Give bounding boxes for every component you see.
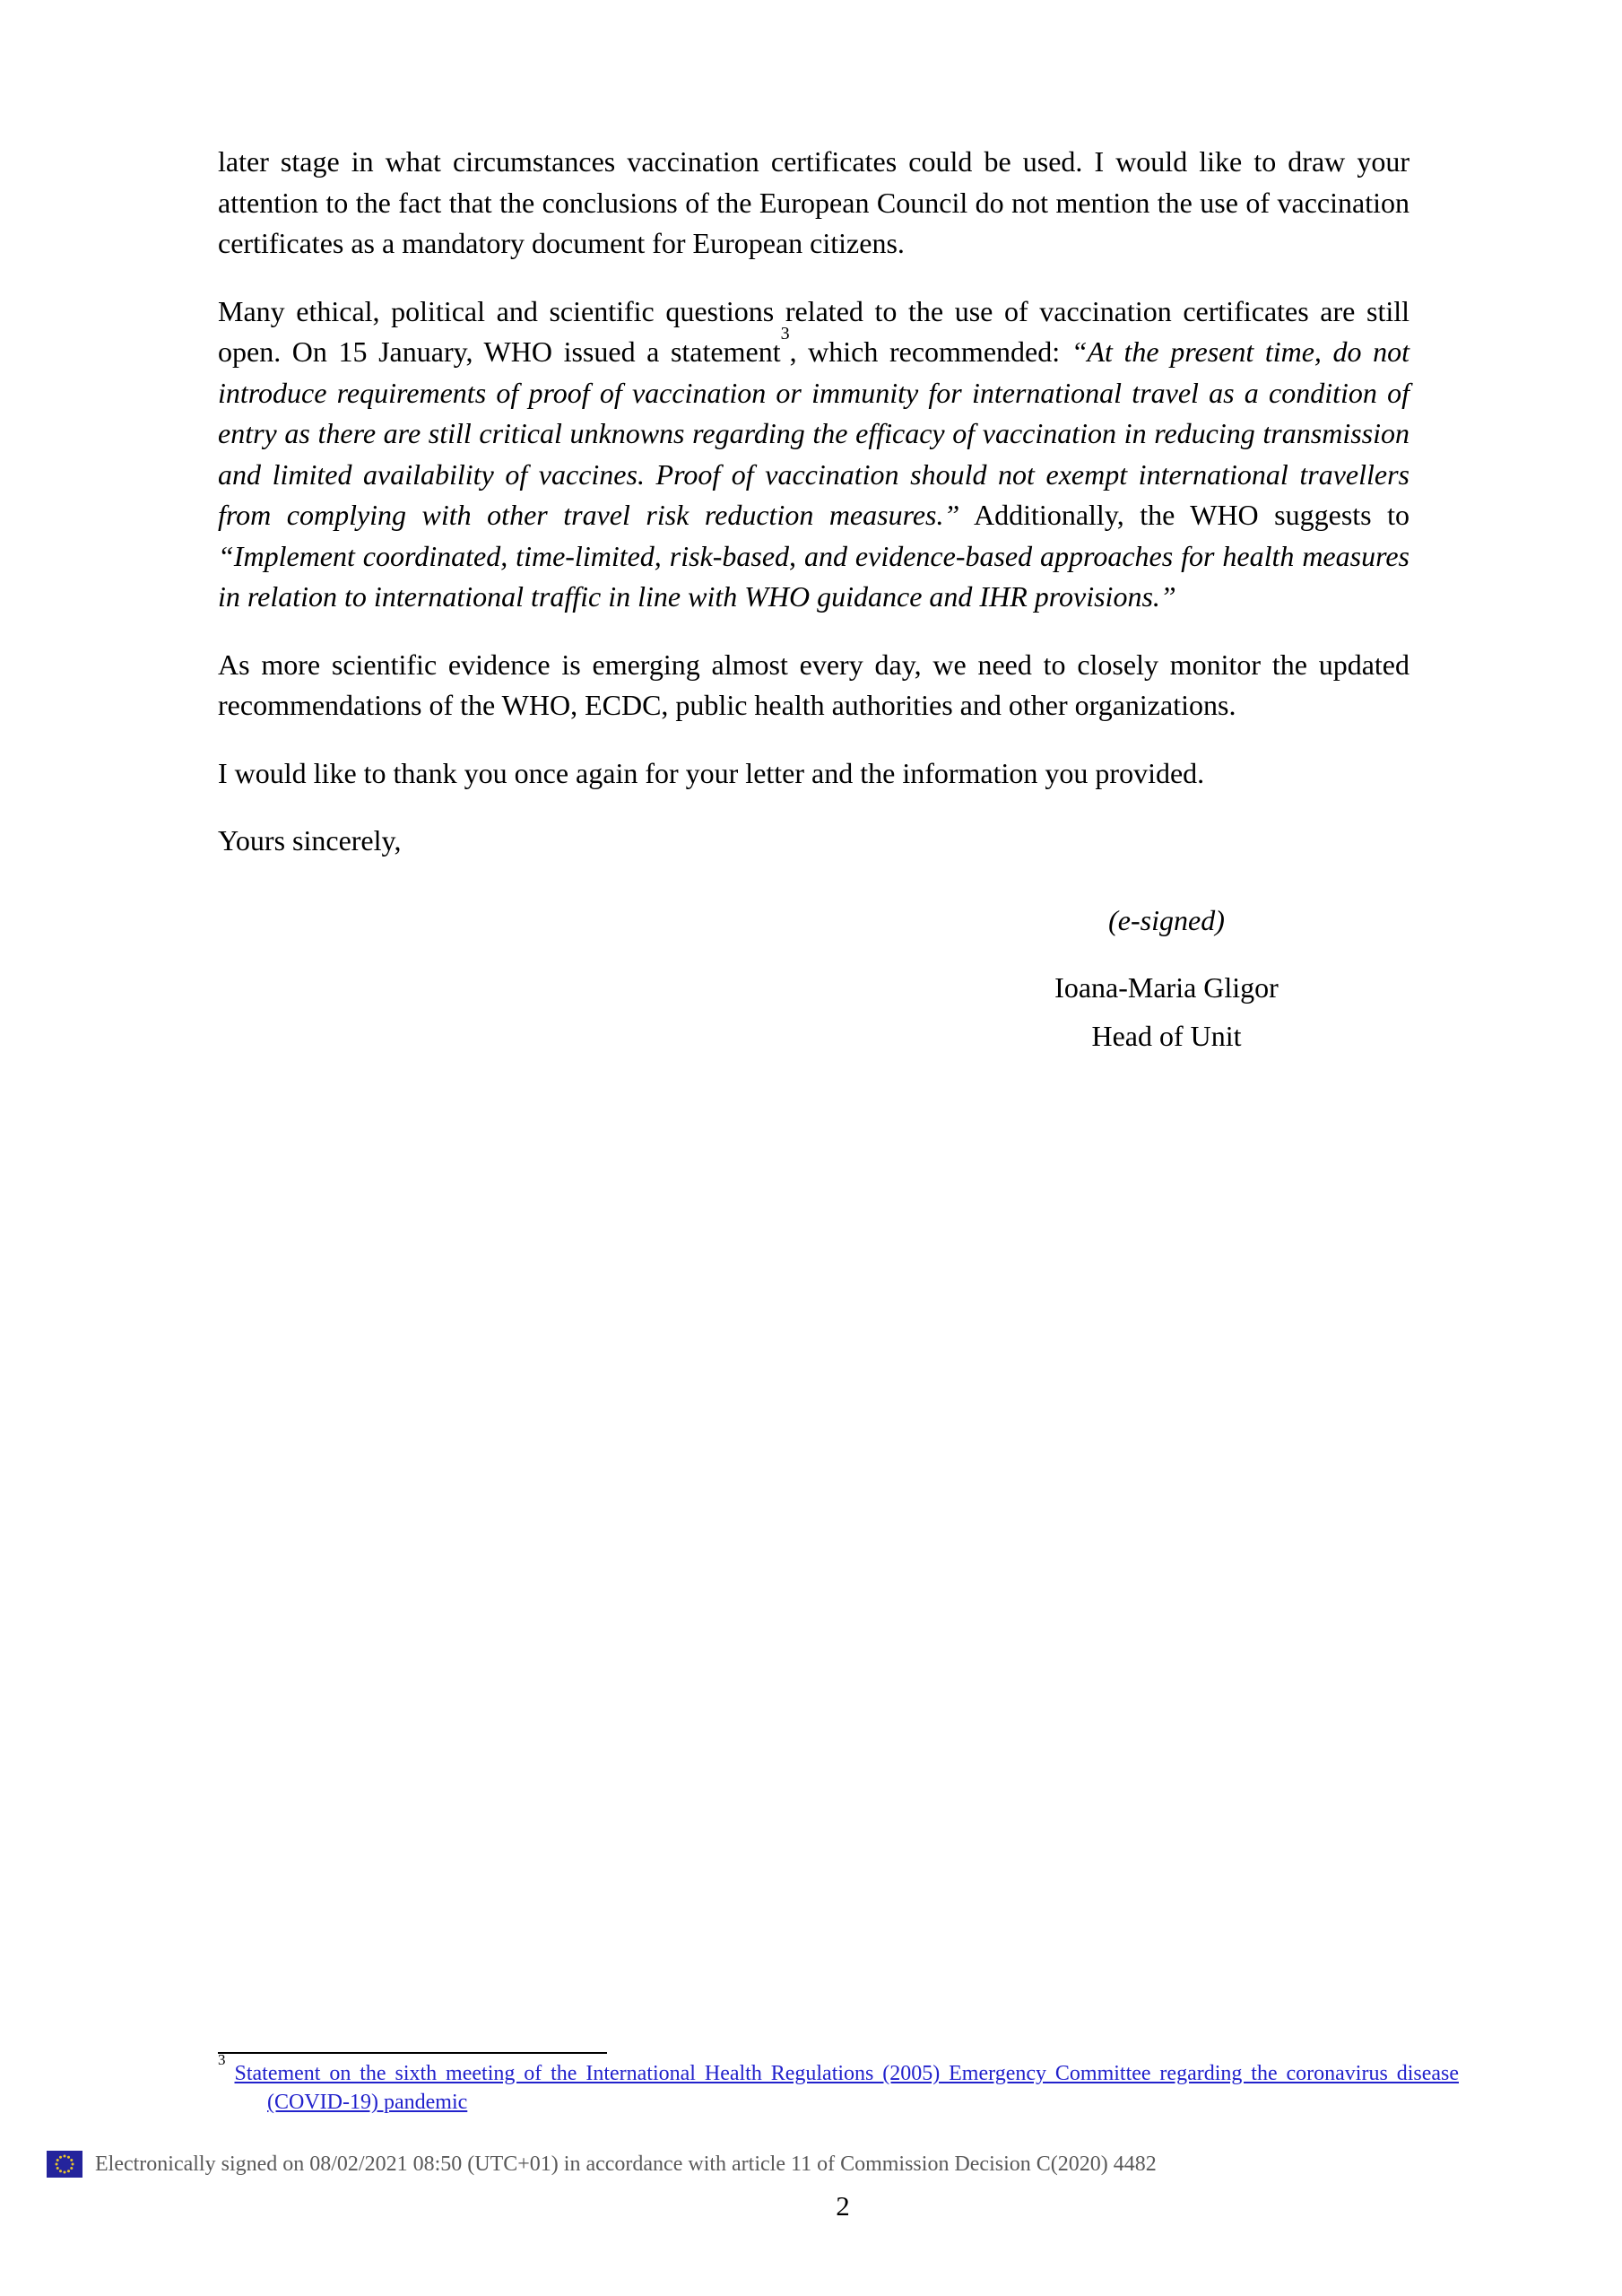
footnote-separator [218, 2052, 607, 2054]
signatory-title: Head of Unit [1091, 1019, 1242, 1052]
paragraph-2-text-3: Additionally, the WHO suggests to [959, 499, 1410, 531]
paragraph-1: later stage in what circumstances vaccination certificates could be used. I would like to draw your attention to the fact that the conclusions of the European Council do not mention the use of vaccination certificates as a mandatory document for European citizens. [218, 145, 1409, 259]
esignature-statement: Electronically signed on 08/02/2021 08:50 (UTC+01) in accordance with article 11 of Commission Decision C(2020) 4482 [95, 2152, 1157, 2176]
signatory-name: Ioana-Maria Gligor [1054, 971, 1279, 1004]
page-number: 2 [836, 2190, 850, 2222]
closing-salutation: Yours sincerely, [218, 824, 402, 857]
who-quote-1: “At the present time, do not introduce requirements of proof of vaccination or immunity for international travel as a condition of entry as there are still critical unknowns regarding the efficacy of vaccination in reducing transmission and limited availability of vaccines. Proof of vaccination should not exempt international travellers from complying with other travel risk reduction measures.” [218, 335, 1409, 531]
footnote-3-marker: 3 [218, 2051, 226, 2068]
paragraph-2-text-1: Many ethical, political and scientific questions related to the use of vaccination certificates are still open. On 15 January, WHO issued a statement [218, 294, 1409, 368]
letter-body [218, 142, 1409, 1057]
esignature-footer [47, 2151, 1157, 2178]
footnote-3 [218, 2051, 1459, 2117]
paragraph-2 [218, 291, 1409, 618]
who-quote-2: “Implement coordinated, time-limited, risk-based, and evidence-based approaches for health measures in relation to international traffic in line with WHO guidance and IHR provisions.” [218, 539, 1409, 613]
paragraph-2-text-2: , which recommended: [789, 335, 1071, 368]
eu-flag-icon [47, 2151, 82, 2178]
paragraph-3: As more scientific evidence is emerging almost every day, we need to closely monitor the updated recommendations of the WHO, ECDC, public health authorities and other organizations. [218, 648, 1409, 721]
footnote-3-link[interactable]: Statement on the sixth meeting of the International Health Regulations (2005) Emergency Committee regarding the coronavirus disease (COVID-19) pandemic [234, 2062, 1459, 2114]
signature-block [924, 900, 1409, 1057]
paragraph-4: I would like to thank you once again for your letter and the information you provided. [218, 756, 1205, 789]
esigned-label: (e-signed) [1108, 903, 1225, 936]
footnote-reference-3[interactable]: 3 [780, 324, 790, 344]
